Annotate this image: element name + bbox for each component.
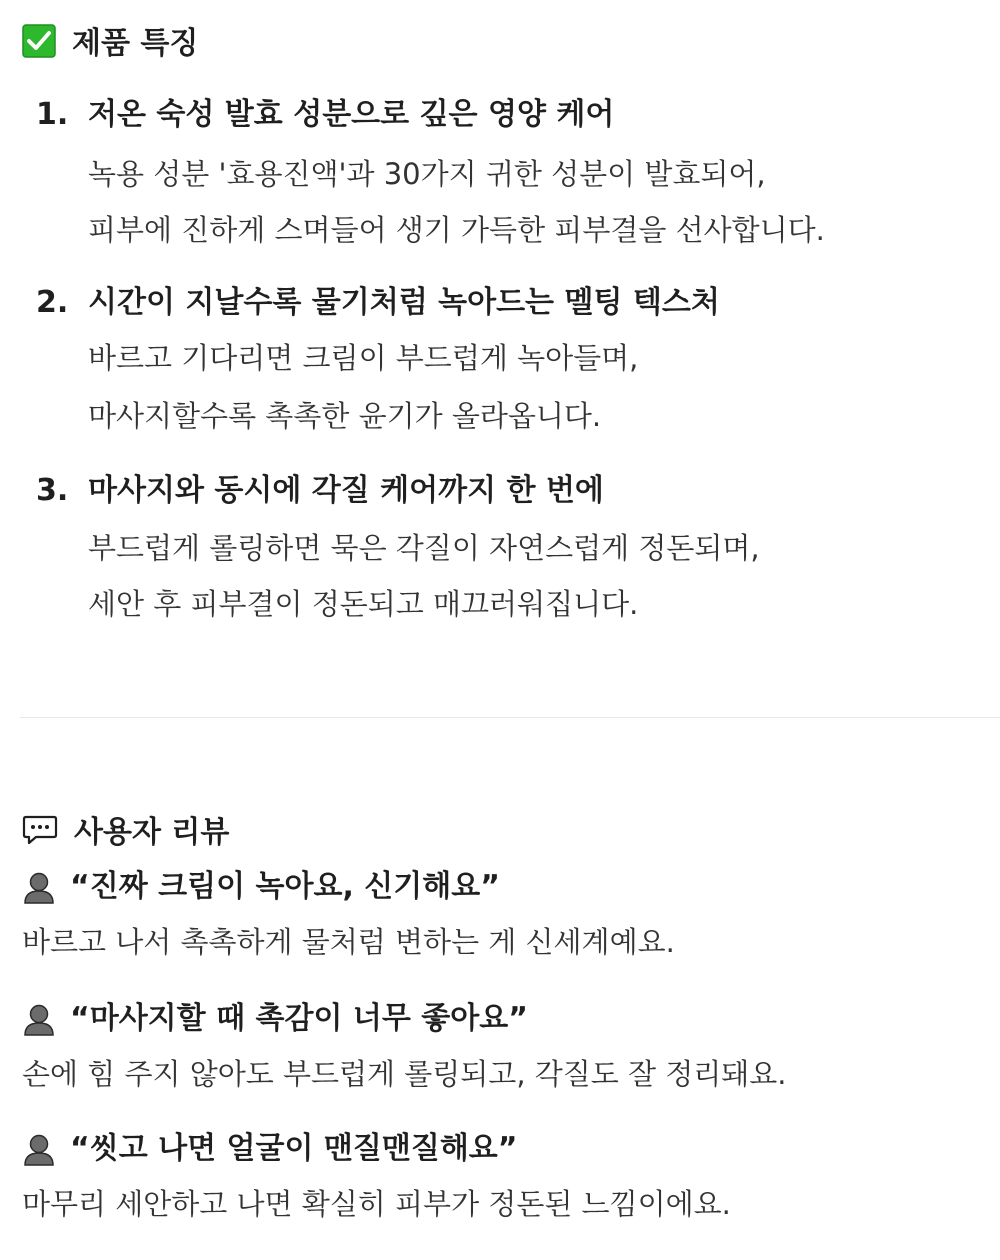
review-title-text: “마사지할 때 촉감이 너무 좋아요”	[70, 1001, 528, 1036]
reviews-heading	[22, 814, 229, 852]
review-3-title	[22, 1132, 518, 1166]
reviews-heading-label: 사용자 리뷰	[74, 815, 230, 850]
feature-item-1-line-1: 녹용 성분 '효용진액'과 30가지 귀한 성분이 발효되어,	[88, 157, 766, 191]
feature-number: 3.	[36, 473, 69, 508]
features-heading-label: 제품 특징	[72, 26, 199, 61]
feature-title-text: 마사지와 동시에 각질 케어까지 한 번에	[88, 473, 604, 508]
person-silhouette-icon	[22, 1132, 56, 1166]
check-mark-button-icon	[22, 24, 56, 64]
section-divider	[20, 717, 1000, 718]
review-title-text: “씻고 나면 얼굴이 맨질맨질해요”	[70, 1131, 518, 1166]
feature-item-3-line-1: 부드럽게 롤링하면 묵은 각질이 자연스럽게 정돈되며,	[88, 531, 760, 565]
feature-item-2-title	[36, 285, 720, 320]
review-2-title	[22, 1002, 528, 1036]
feature-title-text: 시간이 지날수록 물기처럼 녹아드는 멜팅 텍스처	[88, 285, 720, 320]
feature-item-2-line-2: 마사지할수록 촉촉한 윤기가 올라옵니다.	[88, 399, 602, 433]
feature-item-3-line-2: 세안 후 피부결이 정돈되고 매끄러워집니다.	[88, 587, 639, 621]
feature-title-text: 저온 숙성 발효 성분으로 깊은 영양 케어	[88, 97, 615, 132]
person-silhouette-icon	[22, 870, 56, 904]
review-title-text: “진짜 크림이 녹아요, 신기해요”	[70, 869, 500, 904]
feature-number: 1.	[36, 97, 69, 132]
feature-number: 2.	[36, 285, 69, 320]
person-silhouette-icon	[22, 1002, 56, 1036]
review-1-title	[22, 870, 500, 904]
features-heading	[22, 24, 198, 64]
speech-balloon-icon	[22, 814, 58, 852]
feature-item-3-title	[36, 473, 604, 508]
review-1-body: 바르고 나서 촉촉하게 물처럼 변하는 게 신세계예요.	[22, 925, 675, 959]
feature-item-1-title	[36, 97, 615, 132]
review-3-body: 마무리 세안하고 나면 확실히 피부가 정돈된 느낌이에요.	[22, 1187, 731, 1221]
review-2-body: 손에 힘 주지 않아도 부드럽게 롤링되고, 각질도 잘 정리돼요.	[22, 1057, 787, 1091]
feature-item-1-line-2: 피부에 진하게 스며들어 생기 가득한 피부결을 선사합니다.	[88, 213, 825, 247]
feature-item-2-line-1: 바르고 기다리면 크림이 부드럽게 녹아들며,	[88, 341, 639, 375]
